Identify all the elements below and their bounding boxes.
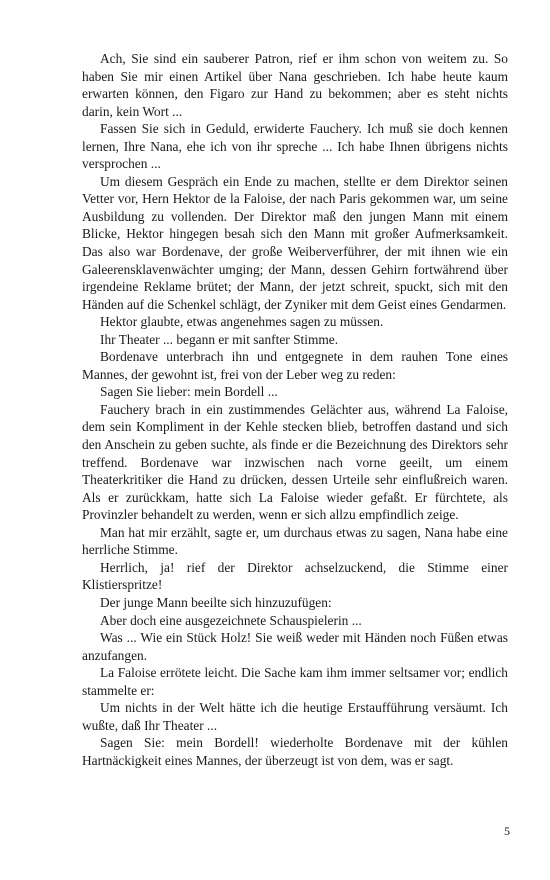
page-number: 5 [504,824,510,838]
paragraph-7: Sagen Sie lieber: mein Bordell ... [100,384,278,400]
paragraph-6: Bordenave unterbrach ihn und entgegnete in dem rauhen Tone eines Mannes, der gewohnt ist, frei von der Leber weg zu reden: [82,349,508,382]
paragraph-1: Ach, Sie sind ein sauberer Patron, rief er ihm schon von weitem zu. So haben Sie mir einen Artikel über Nana geschrieben. Ich habe heute kaum erwarten können, den Figaro zur Hand zu bekommen; aber es steht nichts darin, kein Wort ... [82,51,508,119]
paragraph-5: Ihr Theater ... begann er mit sanfter Stimme. [100,331,339,347]
paragraph-16: Sagen Sie: mein Bordell! wiederholte Bordenave mit der kühlen Hartnäckigkeit eines Mannes, der überzeugt ist von dem, was er sagt. [82,735,508,768]
paragraph-14: La Faloise errötete leicht. Die Sache kam ihm immer seltsamer vor; endlich stammelte er: [82,665,508,698]
paragraph-12: Aber doch eine ausgezeichnete Schauspielerin ... [100,612,362,628]
paragraph-4: Hektor glaubte, etwas angenehmes sagen zu müssen. [100,314,384,330]
paragraph-9: Man hat mir erzählt, sagte er, um durchaus etwas zu sagen, Nana habe eine herrliche Stimme. [82,524,508,558]
paragraph-11: Der junge Mann beeilte sich hinzuzufügen: [100,594,332,610]
paragraph-15: Um nichts in der Welt hätte ich die heutige Erstaufführung versäumt. Ich wußte, daß Ihr Theater ... [82,700,508,733]
paragraph-2: Fassen Sie sich in Geduld, erwiderte Fauchery. Ich muß sie doch kennen lernen, Ihre Nana, ehe ich von ihr spreche ... Ich habe Ihnen übrigens nichts versprochen ... [82,121,508,172]
paragraph-3: Um diesem Gespräch ein Ende zu machen, stellte er dem Direktor seinen Vetter vor, Hern Hektor de la Faloise, der nach Paris gekommen war, um seine Ausbildung zu vollenden. Der Direktor maß den jungen Mann mit einem Blicke, Hektor hingegen besah sich den Mann mit großer Aufmerksamkeit. Das also war Bordenave, der große Weiberverführer, der mit ihnen wie ein Galeerensklavenwächter umging; der Mann, dessen Gehirn fortwährend über irgendeine Reklame brütet; der Mann, der jetzt schreit, spuckt, sich mit den Händen auf die Schenkel schlägt, der Zyniker mit dem Geist eines Gendarmen. [82,173,508,312]
page-body [82,50,508,769]
paragraph-13: Was ... Wie ein Stück Holz! Sie weiß weder mit Händen noch Füßen etwas anzufangen. [82,630,508,663]
paragraph-10: Herrlich, ja! rief der Direktor achselzuckend, die Stimme einer Klistierspritze! [82,559,508,593]
paragraph-8: Fauchery brach in ein zustimmendes Gelächter aus, während La Faloise, dem sein Kompliment in der Kehle stecken blieb, betroffen dastand und sich den Anschein zu geben suchte, als finde er die Bezeichnung des Direktors sehr treffend. Bordenave war inzwischen nach vorne geeilt, um einem Theaterkritiker die Hand zu drücken, dessen Urteile sehr einflußreich waren. Als er zurückkam, hatte sich La Faloise wieder gefaßt. Er fürchtete, als Provinzler behandelt zu werden, wenn er sich allzu empfindlich zeige. [82,401,508,523]
